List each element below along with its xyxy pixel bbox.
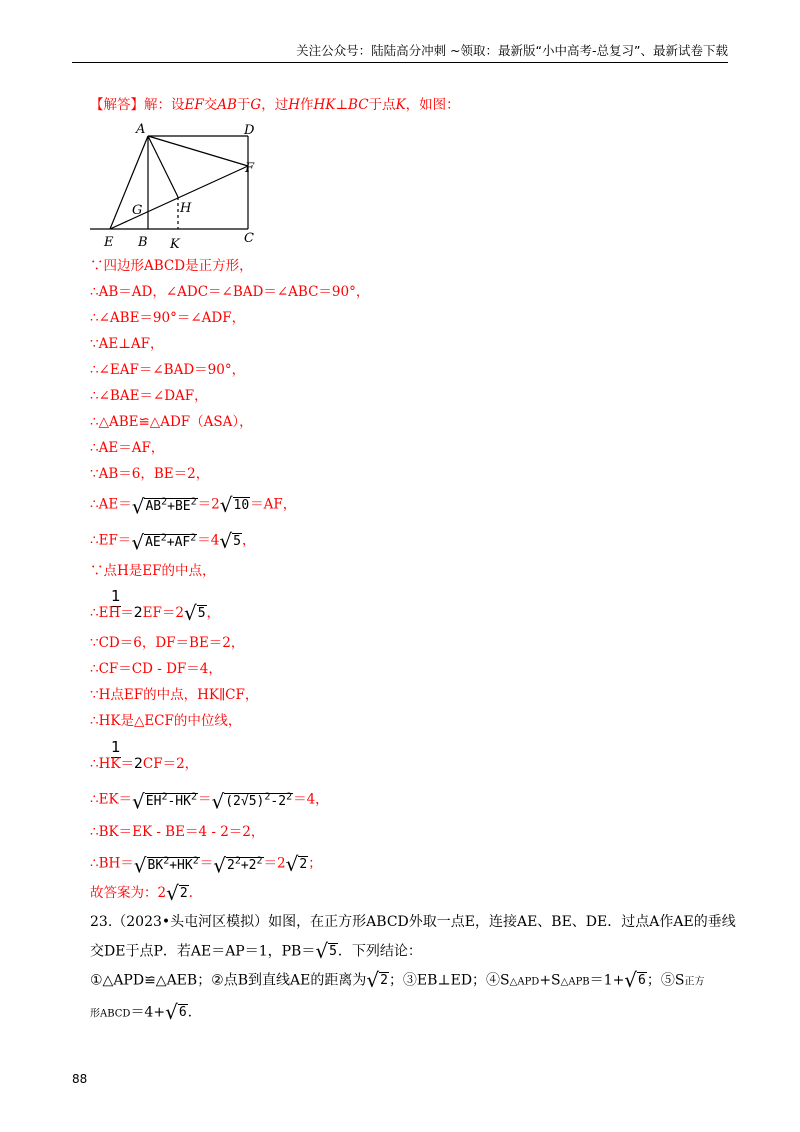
page-header: 关注公众号：陆陆高分冲刺 ~领取：最新版“小中高考-总复习”、最新试卷下载 — [72, 40, 728, 63]
label-f: F — [245, 161, 255, 176]
proof-line-5: ∴∠EAF＝∠BAD＝90°， — [90, 362, 246, 378]
sqrt-ae2-af2: $√AE^2+AF^2$ — [131, 530, 197, 555]
proof-line-4: ∵AE⊥AF， — [90, 336, 164, 352]
ae-line: $\therefore AE=√AB^2+BE^2=2√10=AF$， — [90, 492, 297, 519]
proof-line-6: ∴∠BAE＝∠DAF， — [90, 388, 208, 404]
eh-line: ∴EH＝2EF＝2√5， — [90, 601, 221, 625]
sqrt-eh2-hk2: $√EH^2-HK^2$ — [132, 789, 197, 814]
sqrt-6-b: √6 — [165, 1000, 187, 1024]
sqrt-2-b: √2 — [166, 881, 188, 905]
midpoint-line: ∵点H是EF的中点， — [90, 563, 216, 579]
label-k: K — [170, 237, 180, 252]
line-af — [148, 136, 248, 166]
proof-line-2: ∴AB＝AD，∠ADC＝∠BAD＝∠ABC＝90°， — [90, 284, 370, 300]
label-b: B — [138, 235, 148, 250]
sqrt-2sq-2sq: $√2^2+2^2$ — [213, 853, 263, 878]
sqrt-5-c: √5 — [315, 939, 337, 963]
hk-line: ∴HK＝2CF＝2， — [90, 756, 199, 772]
line-ah — [148, 136, 178, 197]
ek-line: $\therefore EK=√EH^2-HK^2=√(2√5)^2-2^2=4$， — [90, 789, 329, 814]
proof-line-8: ∴AE＝AF， — [90, 440, 165, 456]
proof-line-7: ∴△ABE≌△ADF（ASA）， — [90, 414, 253, 430]
label-h: H — [180, 201, 192, 216]
geometry-figure — [88, 118, 288, 253]
question-line-3: ①△APD≌△AEB；②点B到直线AE的距离为√2；③EB⊥ED；④S△APD+S△APB＝1+√6；⑤S正方 — [90, 968, 705, 992]
sqrt-10: √10 — [219, 492, 250, 517]
proof-line-1: ∵四边形ABCD是正方形， — [90, 258, 253, 274]
sqrt-5-b: √5 — [183, 601, 206, 625]
proof-line-cf: ∴CF＝CD - DF＝4， — [90, 661, 222, 677]
label-a: A — [136, 122, 146, 137]
line-ef — [110, 166, 248, 229]
sqrt-2-a: √2 — [285, 851, 308, 876]
question-line-1: 23.（2023•头屯河区模拟）如图，在正方形ABCD外取一点E，连接AE、BE、DE．过点A作AE的垂线 — [90, 914, 736, 930]
proof-line-9: ∵AB＝6，BE＝2， — [90, 466, 210, 482]
proof-line-hk-parallel: ∵H点EF的中点，HK∥CF， — [90, 687, 259, 703]
question-line-2: 交DE于点P．若AE＝AP＝1，PB＝√5．下列结论： — [90, 939, 422, 963]
bh-line: $\therefore BH=√BK^2+HK^2=√2^2+2^2=2√2$； — [90, 851, 322, 878]
fraction-half-1: 1 — [111, 587, 121, 605]
sqrt-bk2-hk2: $√BK^2+HK^2$ — [133, 853, 199, 878]
sqrt-5-a: √5 — [219, 528, 241, 553]
label-e: E — [104, 235, 114, 250]
sqrt-6-a: √6 — [624, 968, 646, 992]
answer-line: 故答案为：2√2. — [90, 881, 193, 905]
fraction-half-2: 1 — [111, 738, 121, 756]
solution-intro: 【解答】解：设EF交AB于G，过H作HK⊥BC于点K，如图： — [90, 97, 460, 113]
sqrt-2sqrt5-sq: $√(2√5)^2-2^2$ — [211, 789, 293, 814]
question-line-4: 形ABCD＝4+√6. — [90, 1000, 193, 1024]
proof-line-midline: ∴HK是△ECF的中位线， — [90, 713, 242, 729]
label-d: D — [244, 123, 255, 138]
sqrt-2-c: √2 — [366, 968, 388, 992]
sqrt-ab2-be2: $√AB^2+BE^2$ — [131, 494, 197, 519]
label-g: G — [132, 203, 143, 218]
bk-line: ∴BK＝EK - BE＝4 - 2＝2， — [90, 824, 265, 840]
proof-line-cd: ∵CD＝6，DF＝BE＝2， — [90, 635, 245, 651]
label-c: C — [244, 231, 254, 246]
ef-line: $\therefore EF=√AE^2+AF^2=4√5$， — [90, 528, 256, 555]
page-number: 88 — [72, 1072, 88, 1086]
proof-line-3: ∴∠ABE＝90°＝∠ADF， — [90, 310, 246, 326]
